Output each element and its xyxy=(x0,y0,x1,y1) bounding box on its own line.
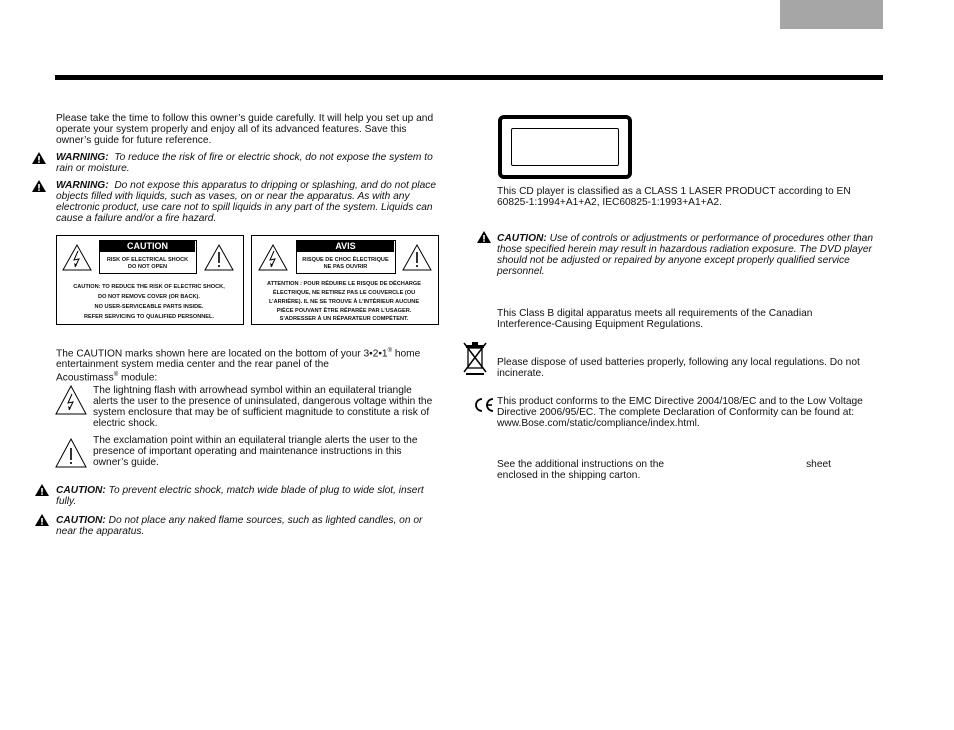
canada-paragraph: This Class B digital apparatus meets all requirements of the Canadian Interference-Causing Equipment Regulations. xyxy=(497,308,813,330)
lightning-triangle-icon xyxy=(62,244,92,271)
label-line: NO USER-SERVICEABLE PARTS INSIDE. xyxy=(94,304,204,310)
label-heading: AVIS xyxy=(297,241,394,252)
label-sub-1: RISK OF ELECTRICAL SHOCK xyxy=(106,257,189,263)
lightning-triangle-icon xyxy=(55,385,87,415)
warning-1: WARNING: To reduce the risk of fire or electric shock, do not expose the system to rain or moisture. xyxy=(56,152,433,174)
lightning-triangle-icon xyxy=(258,244,288,271)
caution-2: CAUTION: Do not place any naked flame sources, such as lighted candles, on or near the apparatus. xyxy=(56,515,423,537)
lightning-paragraph: The lightning flash with arrowhead symbol within an equilateral triangle alerts the user to the presence of uninsulated, dangerous voltage within the system enclosure that may be of sufficient magnitude to constitute a risk of electric shock. xyxy=(93,385,433,429)
caution-1: CAUTION: To prevent electric shock, match wide blade of plug to wide slot, insert fully. xyxy=(56,485,424,507)
label-line: CAUTION: TO REDUCE THE RISK OF ELECTRIC SHOCK, xyxy=(73,284,225,290)
label-line: ÉLECTRIQUE, NE RETIREZ PAS LE COUVERCLE (OU xyxy=(272,290,416,296)
label-sub-1: RISQUE DE CHOC ÉLECTRIQUE xyxy=(302,257,389,263)
battery-paragraph: Please dispose of used batteries properly, following any local regulations. Do not incinerate. xyxy=(497,357,860,379)
ce-paragraph: This product conforms to the EMC Directive 2004/108/EC and to the Low Voltage Directive 2006/95/EC. The complete Declaration of Conformity can be found at: www.Bose.com/static/compliance/index.html. xyxy=(497,396,863,429)
laser-paragraph: This CD player is classified as a CLASS 1 LASER PRODUCT according to EN 60825-1:1994+A1+A2, IEC60825-1:1993+A1+A2. xyxy=(497,186,851,208)
exclamation-triangle-icon xyxy=(402,244,432,271)
warning-triangle-icon xyxy=(35,484,49,496)
header-tab xyxy=(780,0,883,29)
label-line: DO NOT REMOVE COVER (OR BACK). xyxy=(98,294,200,300)
warning-triangle-icon xyxy=(477,231,491,243)
exclamation-triangle-icon xyxy=(204,244,234,271)
label-line: L’ARRIÈRE). IL NE SE TROUVE À L’INTÉRIEUR AUCUNE xyxy=(268,299,420,305)
laser-class-label xyxy=(498,115,632,179)
label-line: PIÈCE POUVANT ÊTRE RÉPARÉE PAR L’USAGER. xyxy=(276,308,412,314)
intro-paragraph: Please take the time to follow this owner’s guide carefully. It will help you set up and operate your system properly and enjoy all of its advanced features. Save this owner’s guide for future reference. xyxy=(56,113,434,146)
caution-label-french xyxy=(251,235,439,325)
additional-paragraph: See the additional instructions on the sheet enclosed in the shipping carton. xyxy=(497,459,831,481)
header-rule xyxy=(55,75,883,80)
caution-label-english xyxy=(56,235,244,325)
label-heading: CAUTION xyxy=(100,241,195,252)
label-line: REFER SERVICING TO QUALIFIED PERSONNEL. xyxy=(83,314,215,320)
caution-3: CAUTION: Use of controls or adjustments or performance of procedures other than those specified herein may result in hazardous radiation exposure. The DVD player should not be adjusted or repaired by anyone except properly qualified service personnel. xyxy=(497,233,873,277)
warning-triangle-icon xyxy=(32,152,46,164)
warning-2: WARNING: Do not expose this apparatus to dripping or splashing, and do not place objects filled with liquids, such as vases, on or near the apparatus. As with any electronic product, use care not to spill liquids in any part of the system. Liquids can cause a failure and/or a fire hazard. xyxy=(56,180,436,224)
label-line: ATTENTION : POUR RÉDUIRE LE RISQUE DE DÉCHARGE xyxy=(266,281,422,287)
crossed-bin-icon xyxy=(462,340,488,376)
ce-mark-icon xyxy=(473,397,495,413)
label-sub-2: DO NOT OPEN xyxy=(127,264,168,270)
label-line: S’ADRESSER À UN RÉPARATEUR COMPÉTENT. xyxy=(279,316,409,322)
exclamation-triangle-icon xyxy=(55,438,87,468)
caution-marks-paragraph: The CAUTION marks shown here are located on the bottom of your 3•2•1® home entertainment system media center and the rear panel of the Acoustimass® module: xyxy=(56,348,421,384)
warning-triangle-icon xyxy=(32,180,46,192)
label-sub-2: NE PAS OUVRIR xyxy=(323,264,368,270)
warning-triangle-icon xyxy=(35,514,49,526)
exclamation-paragraph: The exclamation point within an equilateral triangle alerts the user to the presence of important operating and maintenance instructions in this owner’s guide. xyxy=(93,435,418,468)
